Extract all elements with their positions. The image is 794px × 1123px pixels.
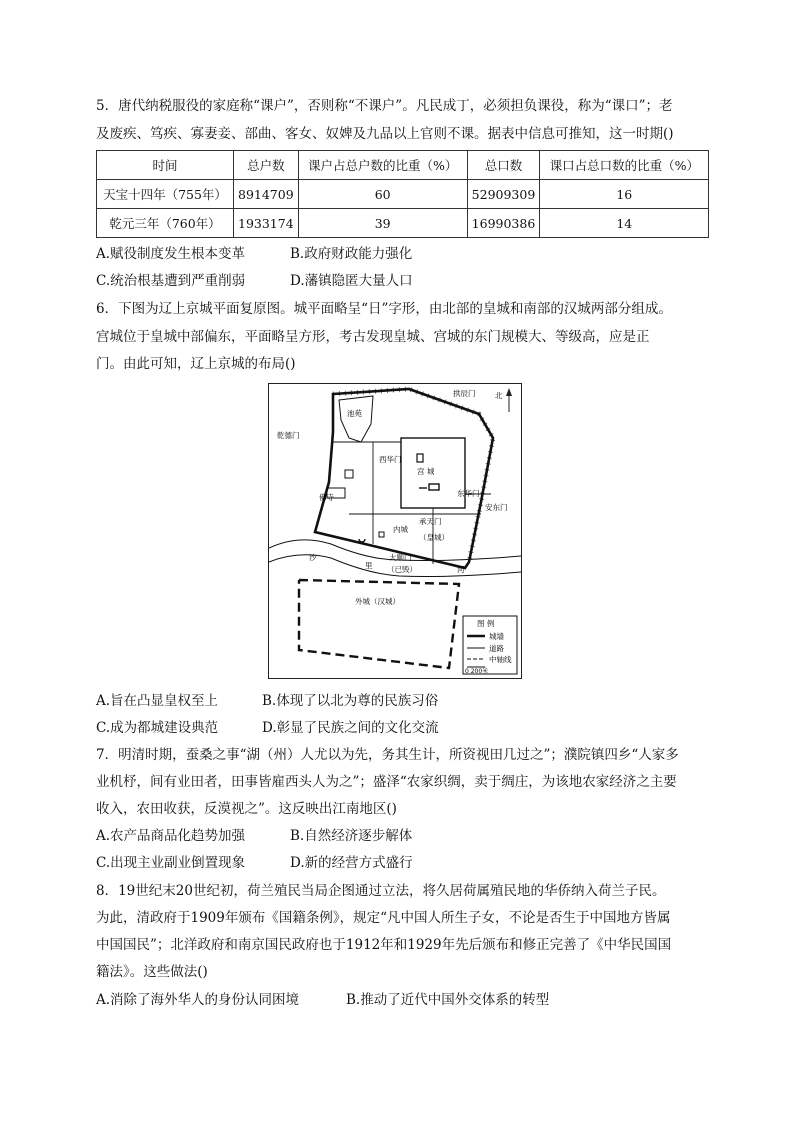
table-row: [97, 209, 709, 238]
table-cell: 60: [298, 180, 467, 209]
q7-line-2: 业机杼，间有业田者，田事皆雇西头人为之”；盛泽“农家织绸，卖于绸庄，为该地农家经济之主要: [96, 774, 677, 790]
label-donghuamen: 东华门: [457, 489, 480, 498]
label-neicheng: 内城: [393, 525, 408, 534]
table-header-cell: 课口占总口数的比重（%）: [540, 151, 709, 180]
q7-option-b[interactable]: B.自然经济逐步解体: [290, 828, 413, 844]
q5-option-b[interactable]: B.政府财政能力强化: [290, 246, 413, 262]
label-fosi: 佛寺: [319, 493, 334, 502]
q8-line-4: 籍法》。这些做法(): [96, 964, 208, 980]
table-header-row: [97, 151, 709, 180]
table-cell: 天宝十四年（755年）: [97, 180, 234, 209]
q8-line-3: 中国国民”；北洋政府和南京国民政府也于1912年和1929年先后颁布和修正完善了《中华民国国: [96, 937, 672, 953]
q5-table: [96, 150, 709, 238]
q5-option-d[interactable]: D.藩镇隐匿大量人口: [290, 273, 413, 289]
han-city-wall: [299, 580, 459, 668]
shangjing-map: [268, 383, 522, 679]
label-sha: 沙: [309, 553, 317, 562]
label-qiandemen: 乾德门: [277, 431, 300, 440]
label-he: 河: [457, 565, 465, 574]
q5-line-1: 5．唐代纳税服役的家庭称“课户”，否则称“不课户”。凡民成丁，必须担负课役，称为“课口”；老: [96, 98, 673, 114]
map-legend: [463, 616, 517, 675]
north-label: 北: [495, 391, 503, 400]
legend-scale: 0 200米: [465, 668, 489, 675]
legend-road: 道路: [489, 644, 504, 653]
q5-option-c[interactable]: C.统治根基遭到严重削弱: [96, 273, 246, 289]
label-waicheng: 外城（汉城）: [355, 597, 400, 606]
label-andongmen: 安东门: [485, 503, 508, 512]
table-header-cell: 总户数: [234, 151, 299, 180]
table-row: [97, 180, 709, 209]
legend-wall: 城墙: [489, 632, 504, 641]
q5-option-a[interactable]: A.赋役制度发生根本变革: [96, 246, 246, 262]
label-li: 里: [365, 561, 373, 570]
q6-option-b[interactable]: B.体现了以北为尊的民族习俗: [262, 693, 439, 709]
q8-option-a[interactable]: A.消除了海外华人的身份认同困境: [96, 992, 300, 1008]
q8-line-1: 8．19世纪末20世纪初，荷兰殖民当局企图通过立法，将久居荷属殖民地的华侨纳入荷兰子民。: [96, 883, 666, 899]
garden-pond: [339, 396, 373, 442]
q7-line-3: 收入，农田收获，反漠视之”。这反映出江南地区(): [96, 801, 397, 817]
q8-line-2: 为此，清政府于1909年颁布《国籍条例》，规定“凡中国人所生子女，不论是否生于中国地方皆属: [96, 910, 671, 926]
table-cell: 16: [540, 180, 709, 209]
label-chiyuan: 池苑: [347, 409, 362, 418]
q6-line-3: 门。由此可知，辽上京城的布局(): [96, 356, 296, 372]
table-header-cell: 时间: [97, 151, 234, 180]
q7-option-d[interactable]: D.新的经营方式盛行: [290, 855, 413, 871]
table-cell: 乾元三年（760年）: [97, 209, 234, 238]
table-cell: 52909309: [467, 180, 540, 209]
q8-option-b[interactable]: B.推动了近代中国外交体系的转型: [346, 992, 550, 1008]
q7-line-1: 7．明清时期，蚕桑之事“湖（州）人尤以为先，务其生计，所资视田几过之”；濮院镇四乡“人家多: [96, 747, 679, 763]
q6-option-a[interactable]: A.旨在凸显皇权至上: [96, 693, 219, 709]
legend-title: 图 例: [477, 619, 495, 628]
q5-line-2: 及废疾、笃疾、寡妻妾、部曲、客女、奴婢及九品以上官则不课。据表中信息可推知，这一时期(): [96, 126, 674, 142]
label-xihuamen: 西华门: [379, 455, 402, 464]
table-cell: 1933174: [234, 209, 299, 238]
label-gongchenmen: 拱辰门: [453, 389, 476, 398]
q6-option-c[interactable]: C.成为都城建设典范: [96, 720, 219, 736]
q6-line-1: 6．下图为辽上京城平面复原图。城平面略呈“日”字形，由北部的皇城和南部的汉城两部分组成。: [96, 301, 672, 317]
table-header-cell: 课户占总户数的比重（%）: [298, 151, 467, 180]
table-cell: 8914709: [234, 180, 299, 209]
q6-line-2: 宫城位于皇城中部偏东，平面略呈方形，考古发现皇城、宫城的东门规模大、等级高，应是正: [96, 329, 650, 345]
north-arrow-icon: [506, 388, 512, 412]
q7-option-c[interactable]: C.出现主业副业倒置现象: [96, 855, 246, 871]
label-chengtianmen: 承天门: [419, 517, 442, 526]
table-cell: 14: [540, 209, 709, 238]
q7-option-a[interactable]: A.农产品商品化趋势加强: [96, 828, 246, 844]
label-gongcheng: 宫 城: [417, 467, 435, 476]
table-cell: 16990386: [467, 209, 540, 238]
table-cell: 39: [298, 209, 467, 238]
q6-option-d[interactable]: D.彰显了民族之间的文化交流: [262, 720, 439, 736]
label-huangcheng: （皇城）: [419, 533, 449, 542]
label-yizhi: （已毁）: [387, 565, 417, 574]
table-header-cell: 总口数: [467, 151, 540, 180]
legend-axis: 中轴线: [489, 655, 512, 664]
label-dashunmen: 大顺门: [389, 553, 412, 562]
